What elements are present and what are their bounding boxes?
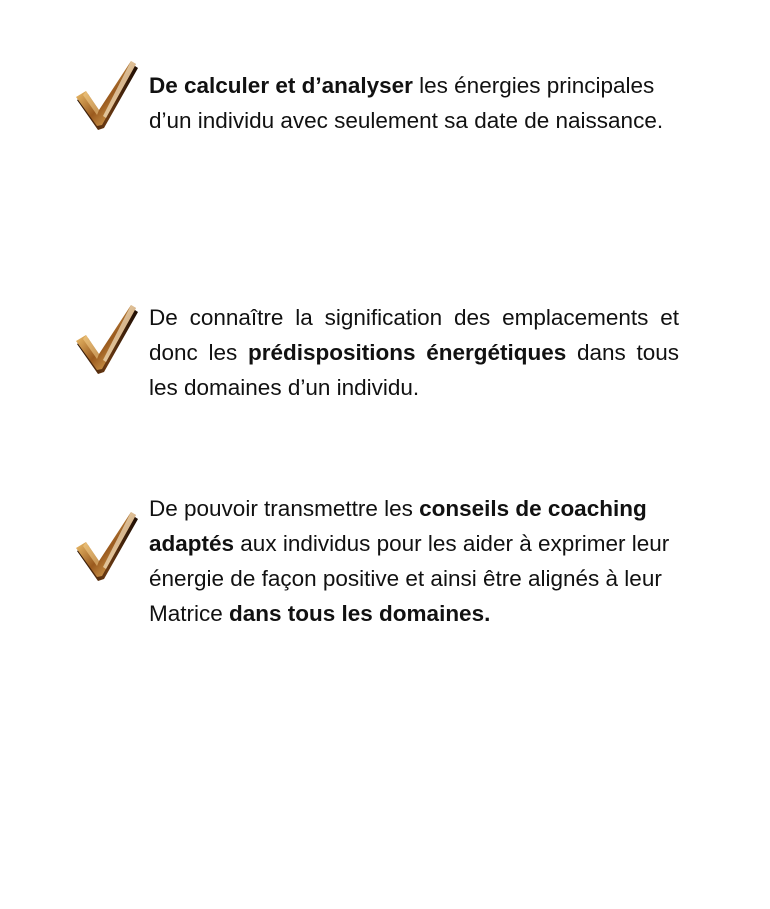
feature-text-2: [149, 300, 679, 405]
feature-text-1: [149, 68, 679, 138]
body-phrase: dans tous les domaines d’un individu.: [149, 340, 679, 400]
bold-phrase: prédispositions énergétiques: [247, 340, 567, 365]
gold-checkmark-icon: [74, 511, 140, 583]
body-phrase: De connaître la signification des emplacements et donc les: [149, 305, 679, 365]
bold-phrase: De calculer et d’analyser: [149, 73, 413, 98]
bold-phrase: dans tous les domaines.: [229, 601, 491, 626]
feature-text-3: [149, 491, 679, 631]
bold-phrase: conseils de coaching adaptés: [149, 496, 647, 556]
body-phrase: aux individus pour les aider à exprimer leur énergie de façon positive et ainsi être alignés à leur Matrice: [149, 531, 670, 626]
gold-checkmark-icon: [74, 304, 140, 376]
body-phrase: De pouvoir transmettre les: [149, 496, 420, 521]
body-phrase: les énergies principales d’un individu avec seulement sa date de naissance.: [149, 73, 664, 133]
gold-checkmark-icon: [74, 60, 140, 132]
